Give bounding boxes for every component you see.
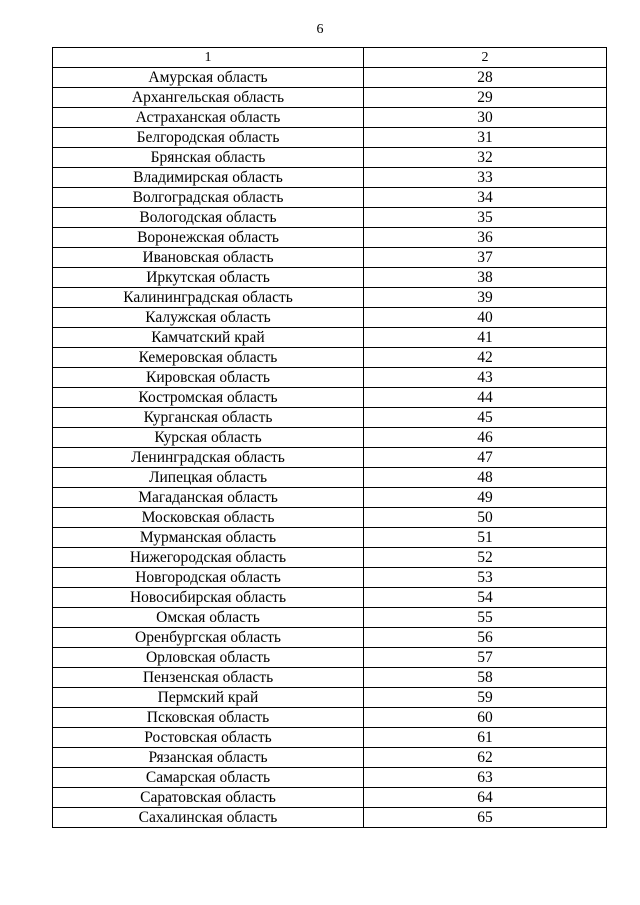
region-name-cell: Новосибирская область (53, 588, 364, 608)
table-row (53, 308, 607, 328)
table-row (53, 768, 607, 788)
region-name-cell: Ростовская область (53, 728, 364, 748)
table-row (53, 708, 607, 728)
table-row (53, 488, 607, 508)
row-number-cell: 29 (364, 88, 607, 108)
region-name-cell: Сахалинская область (53, 808, 364, 828)
region-name-cell: Курганская область (53, 408, 364, 428)
table-row (53, 748, 607, 768)
row-number-cell: 62 (364, 748, 607, 768)
row-number-cell: 32 (364, 148, 607, 168)
table-row (53, 108, 607, 128)
region-name-cell: Камчатский край (53, 328, 364, 348)
region-table (52, 47, 607, 828)
table-row (53, 808, 607, 828)
region-name-cell: Вологодская область (53, 208, 364, 228)
region-name-cell: Магаданская область (53, 488, 364, 508)
table-row (53, 88, 607, 108)
region-name-cell: Пермский край (53, 688, 364, 708)
row-number-cell: 40 (364, 308, 607, 328)
row-number-cell: 33 (364, 168, 607, 188)
row-number-cell: 48 (364, 468, 607, 488)
region-name-cell: Курская область (53, 428, 364, 448)
region-name-cell: Мурманская область (53, 528, 364, 548)
column-header-2: 2 (364, 48, 607, 68)
table-row (53, 348, 607, 368)
table-row (53, 548, 607, 568)
region-name-cell: Рязанская область (53, 748, 364, 768)
region-name-cell: Саратовская область (53, 788, 364, 808)
region-name-cell: Ленинградская область (53, 448, 364, 468)
table-row (53, 148, 607, 168)
table-row (53, 208, 607, 228)
region-name-cell: Псковская область (53, 708, 364, 728)
row-number-cell: 49 (364, 488, 607, 508)
table-row (53, 528, 607, 548)
region-name-cell: Астраханская область (53, 108, 364, 128)
table-row (53, 248, 607, 268)
row-number-cell: 44 (364, 388, 607, 408)
region-name-cell: Нижегородская область (53, 548, 364, 568)
table-row (53, 268, 607, 288)
table-row (53, 168, 607, 188)
table-row (53, 608, 607, 628)
table-row (53, 428, 607, 448)
row-number-cell: 34 (364, 188, 607, 208)
row-number-cell: 56 (364, 628, 607, 648)
region-name-cell: Новгородская область (53, 568, 364, 588)
region-name-cell: Орловская область (53, 648, 364, 668)
table-body (53, 68, 607, 828)
table-row (53, 368, 607, 388)
region-name-cell: Ивановская область (53, 248, 364, 268)
row-number-cell: 42 (364, 348, 607, 368)
table-row (53, 588, 607, 608)
row-number-cell: 41 (364, 328, 607, 348)
region-name-cell: Белгородская область (53, 128, 364, 148)
region-name-cell: Пензенская область (53, 668, 364, 688)
table-row (53, 788, 607, 808)
row-number-cell: 52 (364, 548, 607, 568)
row-number-cell: 35 (364, 208, 607, 228)
table-row (53, 648, 607, 668)
row-number-cell: 38 (364, 268, 607, 288)
region-name-cell: Волгоградская область (53, 188, 364, 208)
region-name-cell: Калужская область (53, 308, 364, 328)
table-row (53, 188, 607, 208)
table-row (53, 668, 607, 688)
table-row (53, 288, 607, 308)
region-name-cell: Владимирская область (53, 168, 364, 188)
table-row (53, 468, 607, 488)
row-number-cell: 65 (364, 808, 607, 828)
row-number-cell: 39 (364, 288, 607, 308)
row-number-cell: 61 (364, 728, 607, 748)
row-number-cell: 58 (364, 668, 607, 688)
row-number-cell: 50 (364, 508, 607, 528)
region-name-cell: Кемеровская область (53, 348, 364, 368)
region-name-cell: Иркутская область (53, 268, 364, 288)
table-row (53, 68, 607, 88)
row-number-cell: 60 (364, 708, 607, 728)
table-row (53, 388, 607, 408)
table-row (53, 728, 607, 748)
table-row (53, 408, 607, 428)
region-name-cell: Московская область (53, 508, 364, 528)
region-name-cell: Воронежская область (53, 228, 364, 248)
row-number-cell: 46 (364, 428, 607, 448)
row-number-cell: 47 (364, 448, 607, 468)
row-number-cell: 59 (364, 688, 607, 708)
table-header-row (53, 48, 607, 68)
table-row (53, 568, 607, 588)
table-row (53, 628, 607, 648)
table-row (53, 448, 607, 468)
row-number-cell: 51 (364, 528, 607, 548)
column-header-1: 1 (53, 48, 364, 68)
row-number-cell: 31 (364, 128, 607, 148)
region-name-cell: Самарская область (53, 768, 364, 788)
row-number-cell: 57 (364, 648, 607, 668)
table-row (53, 328, 607, 348)
table-row (53, 228, 607, 248)
row-number-cell: 55 (364, 608, 607, 628)
region-name-cell: Оренбургская область (53, 628, 364, 648)
region-name-cell: Кировская область (53, 368, 364, 388)
page-number: 6 (316, 22, 324, 37)
region-name-cell: Брянская область (53, 148, 364, 168)
region-name-cell: Амурская область (53, 68, 364, 88)
row-number-cell: 37 (364, 248, 607, 268)
region-name-cell: Архангельская область (53, 88, 364, 108)
row-number-cell: 28 (364, 68, 607, 88)
row-number-cell: 64 (364, 788, 607, 808)
row-number-cell: 45 (364, 408, 607, 428)
region-name-cell: Липецкая область (53, 468, 364, 488)
row-number-cell: 36 (364, 228, 607, 248)
row-number-cell: 30 (364, 108, 607, 128)
region-name-cell: Костромская область (53, 388, 364, 408)
table-row (53, 688, 607, 708)
row-number-cell: 54 (364, 588, 607, 608)
table-row (53, 128, 607, 148)
row-number-cell: 63 (364, 768, 607, 788)
region-name-cell: Калининградская область (53, 288, 364, 308)
table-row (53, 508, 607, 528)
region-name-cell: Омская область (53, 608, 364, 628)
row-number-cell: 43 (364, 368, 607, 388)
row-number-cell: 53 (364, 568, 607, 588)
